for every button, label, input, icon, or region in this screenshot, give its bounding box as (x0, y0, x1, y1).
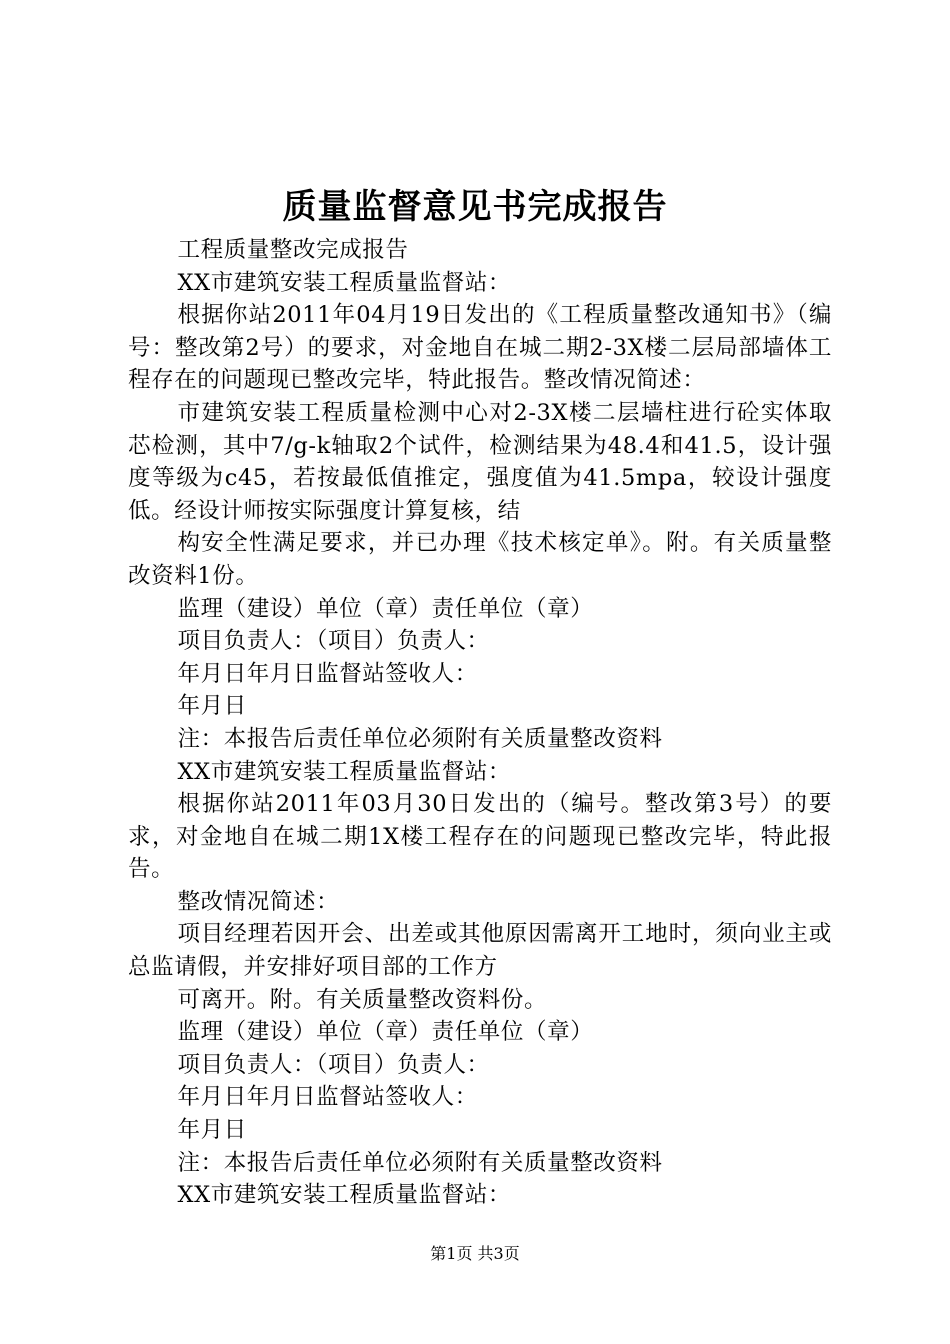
paragraph: 根据你站2011年03月30日发出的（编号。整改第3号）的要求，对金地自在城二期1X楼工程存在的问题现已整改完毕，特此报告。 (128, 791, 832, 883)
paragraph: 构安全性满足要求，并已办理《技术核定单》。附。有关质量整改资料1份。 (128, 530, 832, 589)
document-title: 质量监督意见书完成报告 (282, 187, 668, 227)
paragraph: 整改情况简述： (177, 888, 340, 915)
paragraph: 项目经理若因开会、出差或其他原因需离开工地时，须向业主或总监请假，并安排好项目部的工作方 (128, 921, 832, 981)
paragraph: 根据你站2011年04月19日发出的《工程质量整改通知书》（编号：整改第2号）的要求，对金地自在城二期2-3X楼二层局部墙体工程存在的问题现已整改完毕，特此报告。整改情况简述： (128, 302, 832, 394)
paragraph: 监理（建设）单位（章）责任单位（章） (177, 1019, 594, 1046)
paragraph: 年月日年月日监督站签收人： (177, 1084, 478, 1111)
paragraph: XX市建筑安装工程质量监督站： (177, 758, 512, 785)
paragraph: 市建筑安装工程质量检测中心对2-3X楼二层墙柱进行砼实体取芯检测，其中7/g-k轴取2个试件，检测结果为48.4和41.5，设计强度等级为c45，若按最低值推定，强度值为41.5mpa，较设计强度低。经设计师按实际强度计算复核，结 (128, 399, 832, 524)
paragraph: XX市建筑安装工程质量监督站： (177, 1182, 512, 1209)
paragraph: 注：本报告后责任单位必须附有关质量整改资料 (177, 1149, 663, 1176)
paragraph: 项目负责人：（项目）负责人： (177, 628, 490, 655)
paragraph: 年月日年月日监督站签收人： (177, 660, 478, 687)
paragraph: 可离开。附。有关质量整改资料份。 (177, 986, 548, 1013)
document-body (128, 234, 832, 1212)
page-number: 第1页 共3页 (430, 1244, 520, 1263)
paragraph: 年月日 (177, 1117, 247, 1144)
paragraph: XX市建筑安装工程质量监督站： (177, 269, 512, 296)
paragraph: 工程质量整改完成报告 (177, 237, 409, 263)
paragraph: 年月日 (177, 693, 247, 720)
paragraph: 注：本报告后责任单位必须附有关质量整改资料 (177, 725, 663, 752)
paragraph: 监理（建设）单位（章）责任单位（章） (177, 595, 594, 622)
paragraph: 项目负责人：（项目）负责人： (177, 1051, 490, 1078)
